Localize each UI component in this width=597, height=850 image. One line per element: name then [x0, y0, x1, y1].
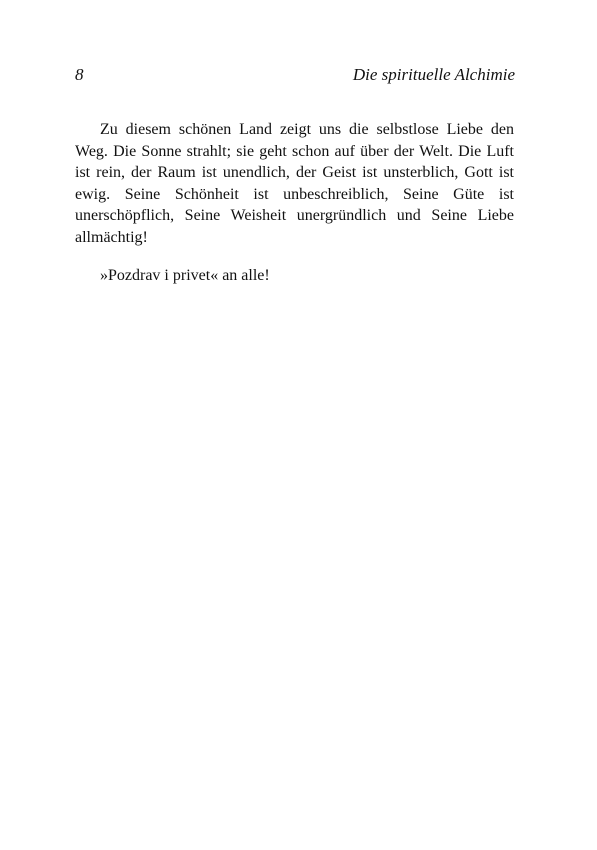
paragraph-main: Zu diesem schönen Land zeigt uns die selbstlose Liebe den Weg. Die Sonne strahlt; sie geht schon auf über der Welt. Die Luft ist rein, der Raum ist unendlich, der Geist ist unsterblich, Gott ist ewig. Seine Schönheit ist unbeschreiblich, Seine Güte ist unerschöpflich, Seine Weisheit unergründlich und Seine Liebe allmächtig! [75, 121, 514, 246]
body-text [75, 119, 514, 302]
running-head [75, 64, 515, 86]
page-number: 8 [75, 65, 84, 84]
paragraph-greeting: »Pozdrav i privet« an alle! [100, 266, 270, 284]
running-title: Die spirituelle Alchimie [352, 65, 515, 84]
